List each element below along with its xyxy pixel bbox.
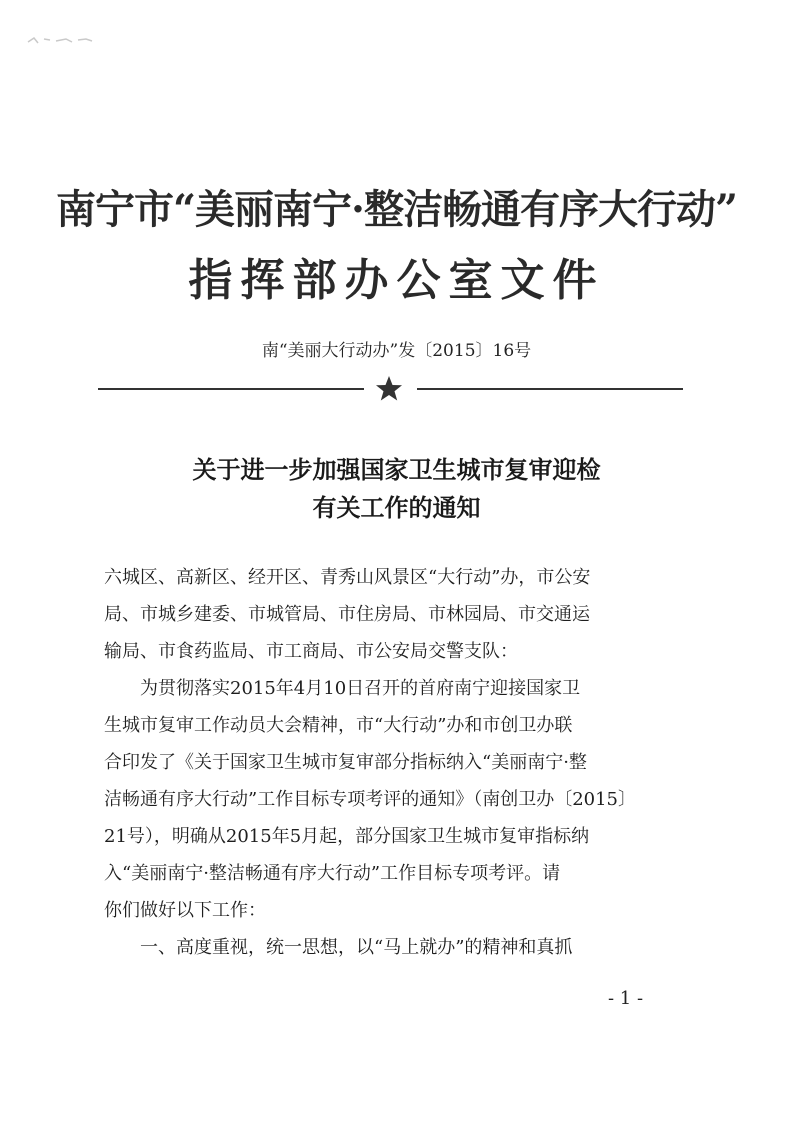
issuer-title-line2: 指挥部办公室文件	[188, 255, 605, 306]
body-line: 21号），明确从2015年5月起，部分国家卫生城市复审指标纳	[104, 826, 590, 847]
body-line: 入“美丽南宁·整洁畅通有序大行动”工作目标专项考评。请	[104, 863, 561, 884]
notice-title-line1: 关于进一步加强国家卫生城市复审迎检	[192, 456, 601, 484]
body-line: 生城市复审工作动员大会精神，市“大行动”办和市创卫办联	[104, 715, 573, 736]
page-number: - 1 -	[608, 988, 644, 1009]
document-number: 南“美丽大行动办”发〔2015〕16号	[261, 341, 532, 361]
notice-title-line2: 有关工作的通知	[312, 494, 481, 522]
divider-rule-left	[98, 388, 364, 390]
scan-speck-mark	[26, 34, 96, 46]
issuer-title-line1: 南宁市“美丽南宁·整洁畅通有序大行动”	[56, 186, 737, 233]
body-line: 你们做好以下工作：	[104, 900, 266, 921]
star-icon	[374, 374, 404, 404]
body-line: 局、市城乡建委、市城管局、市住房局、市林园局、市交通运	[104, 604, 590, 625]
body-line: 六城区、高新区、经开区、青秀山风景区“大行动”办，市公安	[104, 567, 591, 588]
body-line: 为贯彻落实2015年4月10日召开的首府南宁迎接国家卫	[104, 678, 581, 699]
divider-rule-right	[417, 388, 683, 390]
body-line: 输局、市食药监局、市工商局、市公安局交警支队：	[104, 641, 518, 662]
body-line: 合印发了《关于国家卫生城市复审部分指标纳入“美丽南宁·整	[104, 752, 587, 773]
body-line: 一、高度重视，统一思想，以“马上就办”的精神和真抓	[104, 937, 573, 958]
header-divider	[98, 382, 683, 396]
body-line: 洁畅通有序大行动”工作目标专项考评的通知》（南创卫办〔2015〕	[104, 789, 637, 810]
